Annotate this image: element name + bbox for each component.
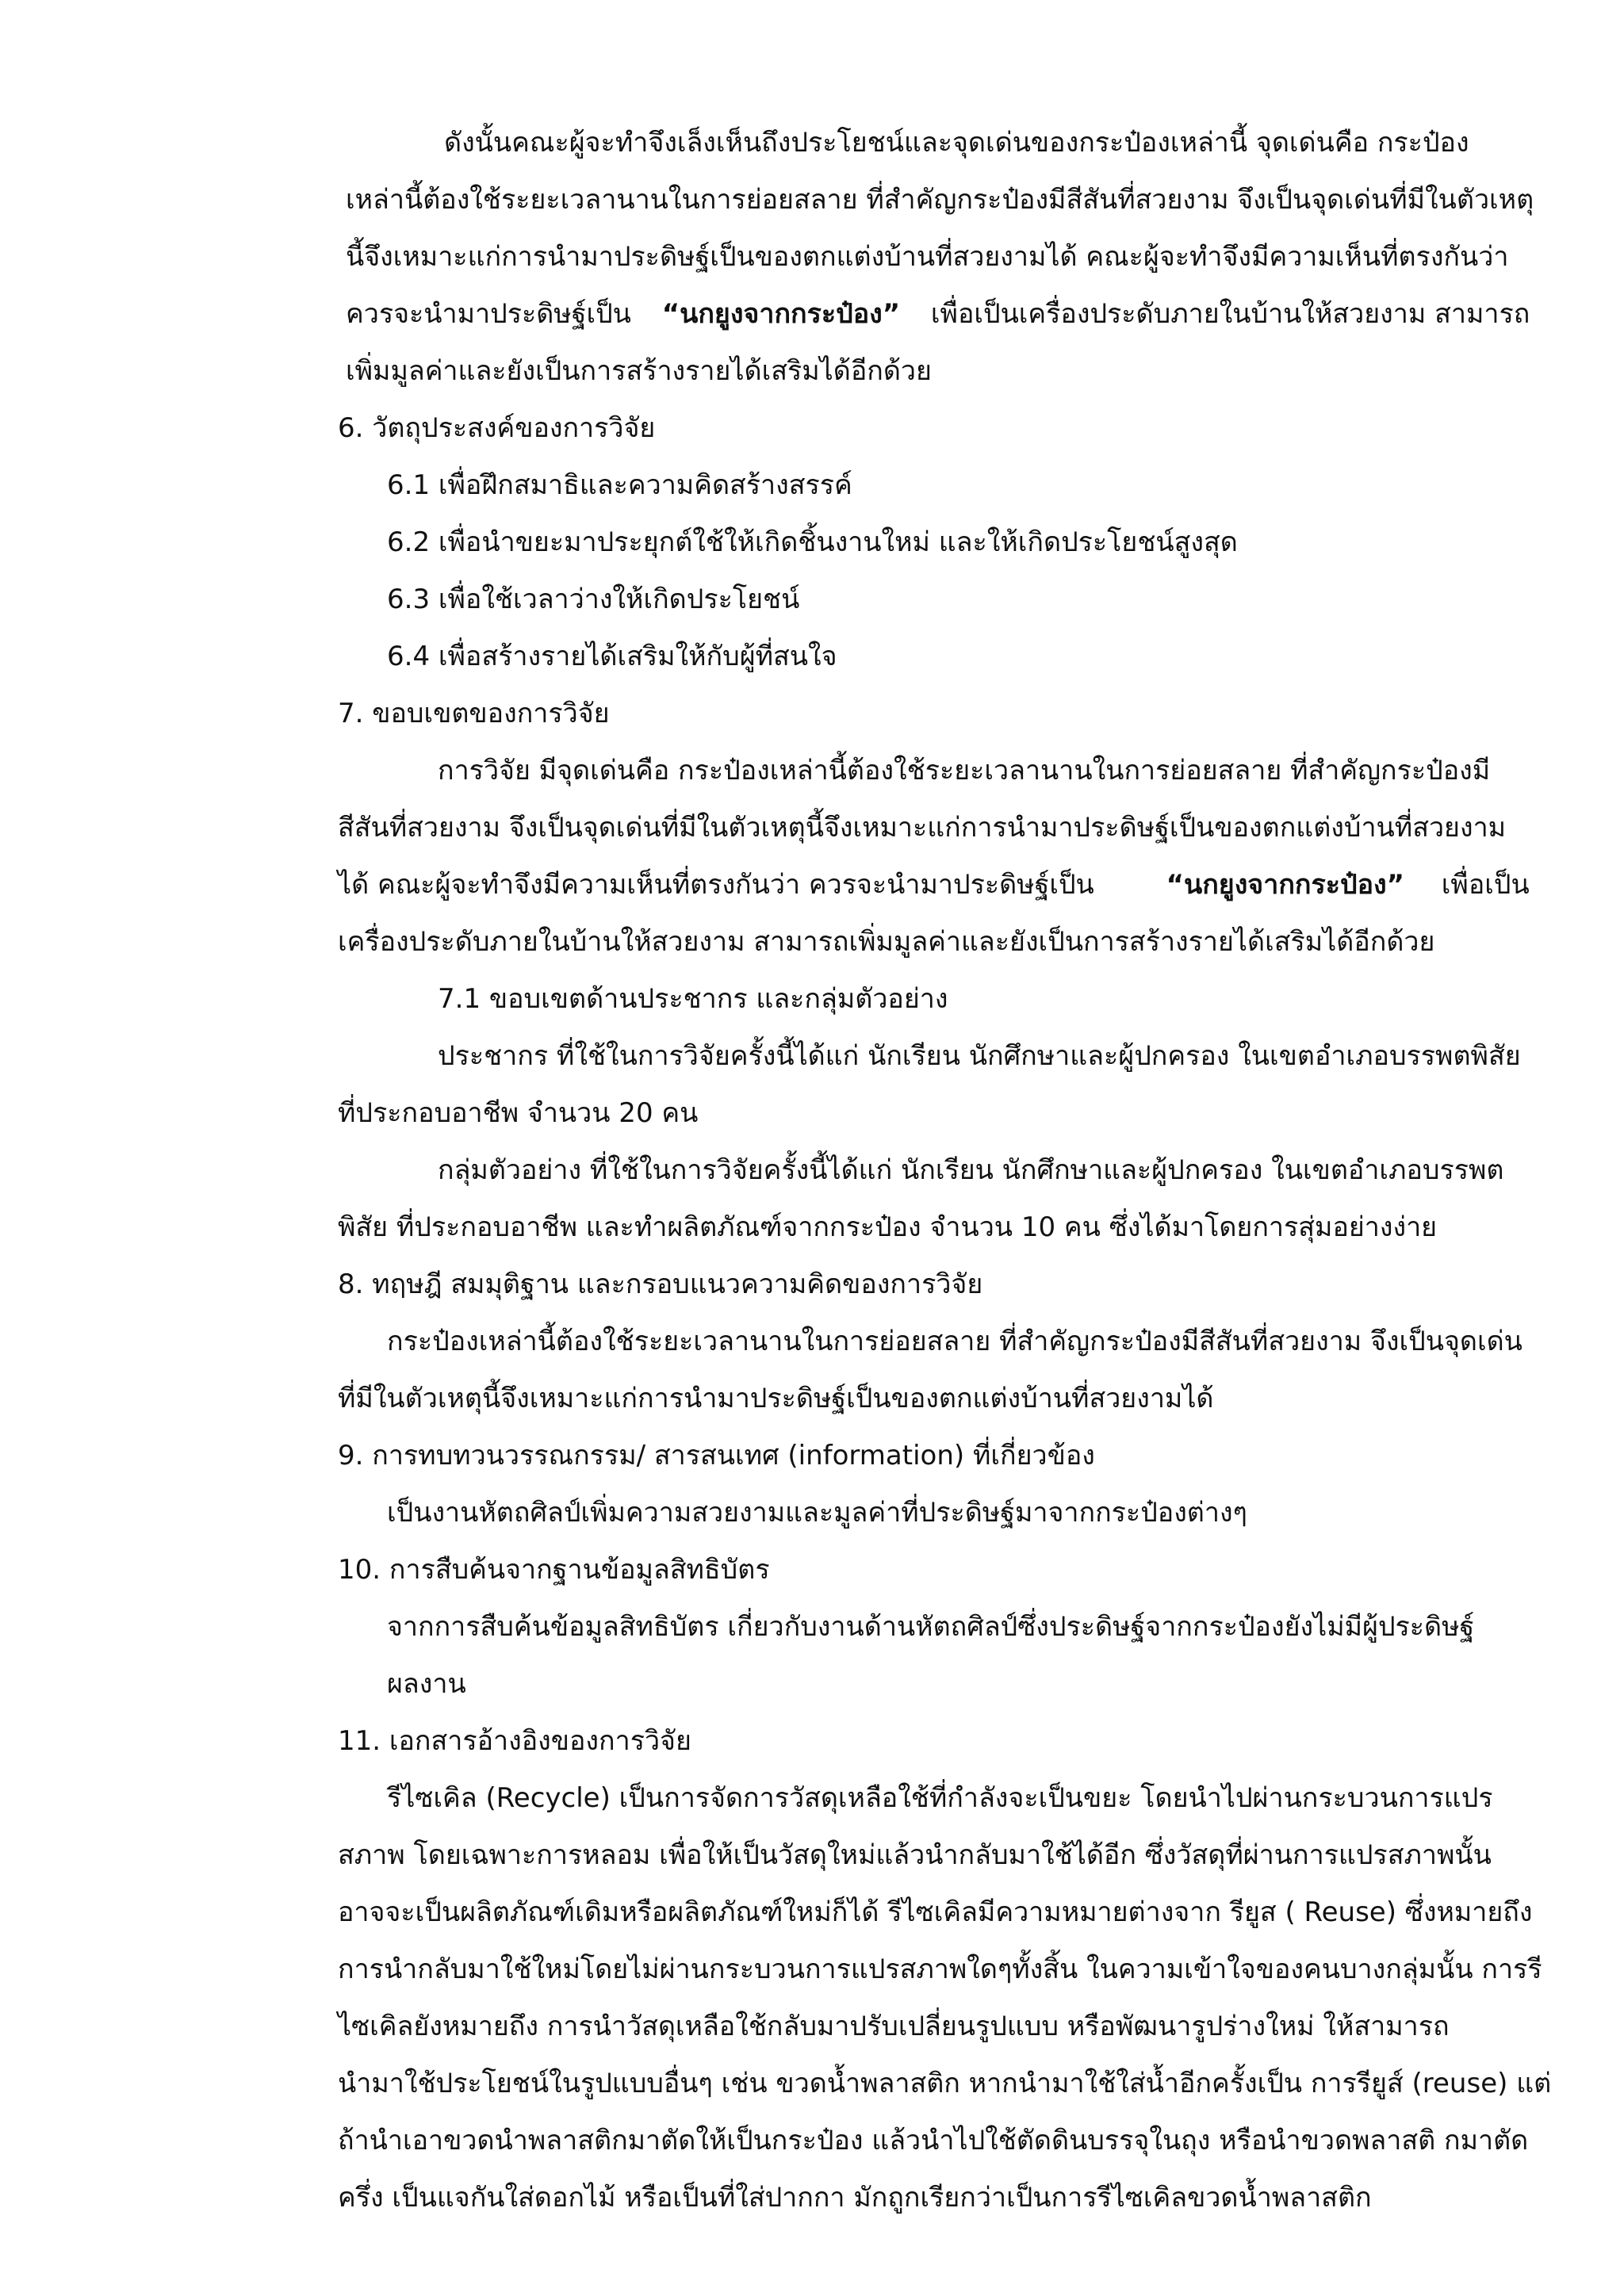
- section-9-line-1: เป็นงานหัตถศิลป์เพิ่มความสวยงามและมูลค่าที่ประดิษฐ์มาจากกระป๋องต่างๆ: [387, 1497, 1247, 1529]
- section-8-heading: 8. ทฤษฎี สมมุติฐาน และกรอบแนวความคิดของการวิจัย: [338, 1269, 983, 1300]
- section-11-line: นำมาใช้ประโยชน์ในรูปแบบอื่นๆ เช่น ขวดน้ำพลาสติก หากนำมาใช้ใส่น้ำอีกครั้งเป็น การรียูส์ (reuse) แต่: [338, 2068, 1552, 2099]
- section-11-line: อาจจะเป็นผลิตภัณฑ์เดิมหรือผลิตภัณฑ์ใหม่ก็ได้ รีไซเคิลมีความหมายต่างจาก รียูส ( Reuse) ซึ่งหมายถึง: [338, 1896, 1533, 1928]
- intro-line-3: นี้จึงเหมาะแก่การนำมาประดิษฐ์เป็นของตกแต่งบ้านที่สวยงามได้ คณะผู้จะทำจึงมีความเห็นที่ตรงกันว่า: [346, 241, 1509, 273]
- section-11-line: การนำกลับมาใช้ใหม่โดยไม่ผ่านกระบวนการแปรสภาพใดๆทั้งสิ้น ในความเข้าใจของคนบางกลุ่มนั้น การรี: [338, 1954, 1542, 1985]
- section-7-para-line-3-post: เพื่อเป็น: [1441, 869, 1530, 901]
- intro-line-2: เหล่านี้ต้องใช้ระยะเวลานานในการย่อยสลาย ที่สำคัญกระป๋องมีสีสันที่สวยงาม จึงเป็นจุดเด่นที่มีในตัวเหตุ: [346, 184, 1534, 216]
- section-7-para-line-3-pre: ได้ คณะผู้จะทำจึงมีความเห็นที่ตรงกันว่า ควรจะนำมาประดิษฐ์เป็น: [338, 869, 1094, 901]
- intro-line-4-post: เพื่อเป็นเครื่องประดับภายในบ้านให้สวยงาม สามารถ: [930, 298, 1530, 330]
- section-11-heading: 11. เอกสารอ้างอิงของการวิจัย: [338, 1725, 691, 1757]
- intro-line-5: เพิ่มมูลค่าและยังเป็นการสร้างรายได้เสริมได้อีกด้วย: [346, 355, 932, 387]
- section-7-1-heading: 7.1 ขอบเขตด้านประชากร และกลุ่มตัวอย่าง: [438, 983, 948, 1015]
- section-6-item: 6.4 เพื่อสร้างรายได้เสริมให้กับผู้ที่สนใจ: [387, 641, 837, 672]
- section-11-line: ไซเคิลยังหมายถึง การนำวัสดุเหลือใช้กลับมาปรับเปลี่ยนรูปแบบ หรือพัฒนารูปร่างใหม่ ให้สามารถ: [338, 2011, 1450, 2042]
- section-7-para-line-1: การวิจัย มีจุดเด่นคือ กระป๋องเหล่านี้ต้องใช้ระยะเวลานานในการย่อยสลาย ที่สำคัญกระป๋องมี: [438, 755, 1491, 786]
- intro-highlight-title: “นกยูงจากกระป๋อง”: [661, 298, 901, 330]
- section-6-item: 6.1 เพื่อฝึกสมาธิและความคิดสร้างสรรค์: [387, 469, 852, 501]
- section-10-heading: 10. การสืบค้นจากฐานข้อมูลสิทธิบัตร: [338, 1554, 770, 1586]
- section-10-line-2: ผลงาน: [387, 1668, 466, 1700]
- section-7-para-line-3: [338, 867, 1530, 902]
- section-9-heading: 9. การทบทวนวรรณกรรม/ สารสนเทศ (information) ที่เกี่ยวข้อง: [338, 1440, 1095, 1471]
- section-7-highlight-title: “นกยูงจากกระป๋อง”: [1166, 869, 1404, 901]
- section-10-line-1: จากการสืบค้นข้อมูลสิทธิบัตร เกี่ยวกับงานด้านหัตถศิลป์ซึ่งประดิษฐ์จากกระป๋องยังไม่มีผู้ประดิษฐ์: [387, 1611, 1475, 1643]
- section-8-line-1: กระป๋องเหล่านี้ต้องใช้ระยะเวลานานในการย่อยสลาย ที่สำคัญกระป๋องมีสีสันที่สวยงาม จึงเป็นจุดเด่น: [387, 1326, 1522, 1357]
- population-line-1: ประชากร ที่ใช้ในการวิจัยครั้งนี้ได้แก่ นักเรียน นักศึกษาและผู้ปกครอง ในเขตอำเภอบรรพตพิสัย: [438, 1040, 1521, 1072]
- sample-line-2: พิสัย ที่ประกอบอาชีพ และทำผลิตภัณฑ์จากกระป๋อง จำนวน 10 คน ซึ่งได้มาโดยการสุ่มอย่างง่าย: [338, 1211, 1438, 1243]
- intro-line-1: ดังนั้นคณะผู้จะทำจึงเล็งเห็นถึงประโยชน์และจุดเด่นของกระป๋องเหล่านี้ จุดเด่นคือ กระป๋อง: [444, 127, 1469, 159]
- section-11-line: ถ้านำเอาขวดนำพลาสติกมาตัดให้เป็นกระป๋อง แล้วนำไปใช้ตัดดินบรรจุในถุง หรือนำขวดพลาสติ กมาตัด: [338, 2125, 1529, 2156]
- section-6-item: 6.2 เพื่อนำขยะมาประยุกต์ใช้ให้เกิดชิ้นงานใหม่ และให้เกิดประโยชน์สูงสุด: [387, 526, 1238, 558]
- section-11-line: รีไซเคิล (Recycle) เป็นการจัดการวัสดุเหลือใช้ที่กำลังจะเป็นขยะ โดยนำไปผ่านกระบวนการแปร: [387, 1782, 1493, 1814]
- section-6-heading: 6. วัตถุประสงค์ของการวิจัย: [338, 412, 656, 444]
- section-11-line: ครึ่ง เป็นแจกันใส่ดอกไม้ หรือเป็นที่ใส่ปากกา มักถูกเรียกว่าเป็นการรีไซเคิลขวดน้ำพลาสติก: [338, 2182, 1372, 2214]
- section-7-para-line-2: สีสันที่สวยงาม จึงเป็นจุดเด่นที่มีในตัวเหตุนี้จึงเหมาะแก่การนำมาประดิษฐ์เป็นของตกแต่งบ้านที่สวยงาม: [338, 812, 1507, 844]
- section-8-line-2: ที่มีในตัวเหตุนี้จึงเหมาะแก่การนำมาประดิษฐ์เป็นของตกแต่งบ้านที่สวยงามได้: [338, 1383, 1214, 1414]
- sample-line-1: กลุ่มตัวอย่าง ที่ใช้ในการวิจัยครั้งนี้ได้แก่ นักเรียน นักศึกษาและผู้ปกครอง ในเขตอำเภอบรรพต: [438, 1154, 1504, 1186]
- section-7-para-line-4: เครื่องประดับภายในบ้านให้สวยงาม สามารถเพิ่มมูลค่าและยังเป็นการสร้างรายได้เสริมได้อีกด้วย: [338, 926, 1435, 958]
- section-11-line: สภาพ โดยเฉพาะการหลอม เพื่อให้เป็นวัสดุใหม่แล้วนำกลับมาใช้ได้อีก ซึ่งวัสดุที่ผ่านการแปรสภาพนั้น: [338, 1839, 1492, 1871]
- section-7-heading: 7. ขอบเขตของการวิจัย: [338, 698, 610, 729]
- intro-line-4-pre: ควรจะนำมาประดิษฐ์เป็น: [346, 298, 631, 330]
- population-line-2: ที่ประกอบอาชีพ จำนวน 20 คน: [338, 1097, 699, 1129]
- section-6-item: 6.3 เพื่อใช้เวลาว่างให้เกิดประโยชน์: [387, 584, 800, 615]
- intro-line-4: [346, 297, 1530, 331]
